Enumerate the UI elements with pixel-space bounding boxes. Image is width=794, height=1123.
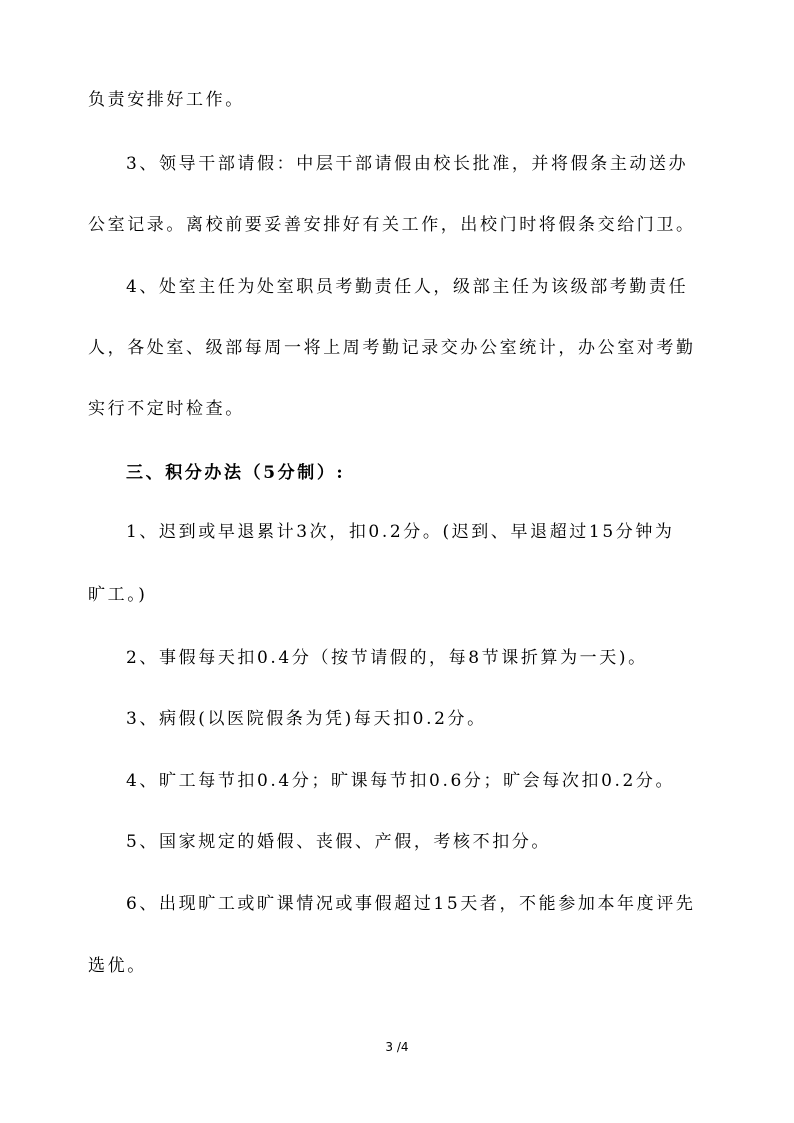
paragraph-line: 4、旷工每节扣0.4分；旷课每节扣0.6分；旷会每次扣0.2分。 [126,771,676,791]
section-heading: 三、积分办法（5分制）: [126,463,346,483]
paragraph-line: 负责安排好工作。 [88,90,245,110]
paragraph-line: 实行不定时检查。 [88,399,245,419]
paragraph-line: 3、领导干部请假：中层干部请假由校长批准，并将假条主动送办 [126,154,689,174]
paragraph-line: 2、事假每天扣0.4分（按节请假的，每8节课折算为一天)。 [126,648,648,668]
paragraph-line: 1、迟到或早退累计3次，扣0.2分。(迟到、早退超过15分钟为 [126,522,675,542]
paragraph-line: 选优。 [88,956,147,976]
paragraph-line: 人，各处室、级部每周一将上周考勤记录交办公室统计，办公室对考勤 [88,338,696,358]
page-number: 3 /4 [385,1040,409,1054]
paragraph-line: 4、处室主任为处室职员考勤责任人，级部主任为该级部考勤责任 [126,277,689,297]
paragraph-line: 公室记录。离校前要妥善安排好有关工作，出校门时将假条交给门卫。 [88,215,696,235]
paragraph-line: 6、出现旷工或旷课情况或事假超过15天者，不能参加本年度评先 [126,894,696,914]
paragraph-line: 5、国家规定的婚假、丧假、产假，考核不扣分。 [126,832,552,852]
paragraph-line: 3、病假(以医院假条为凭)每天扣0.2分。 [126,709,487,729]
paragraph-line: 旷工。) [88,585,148,605]
